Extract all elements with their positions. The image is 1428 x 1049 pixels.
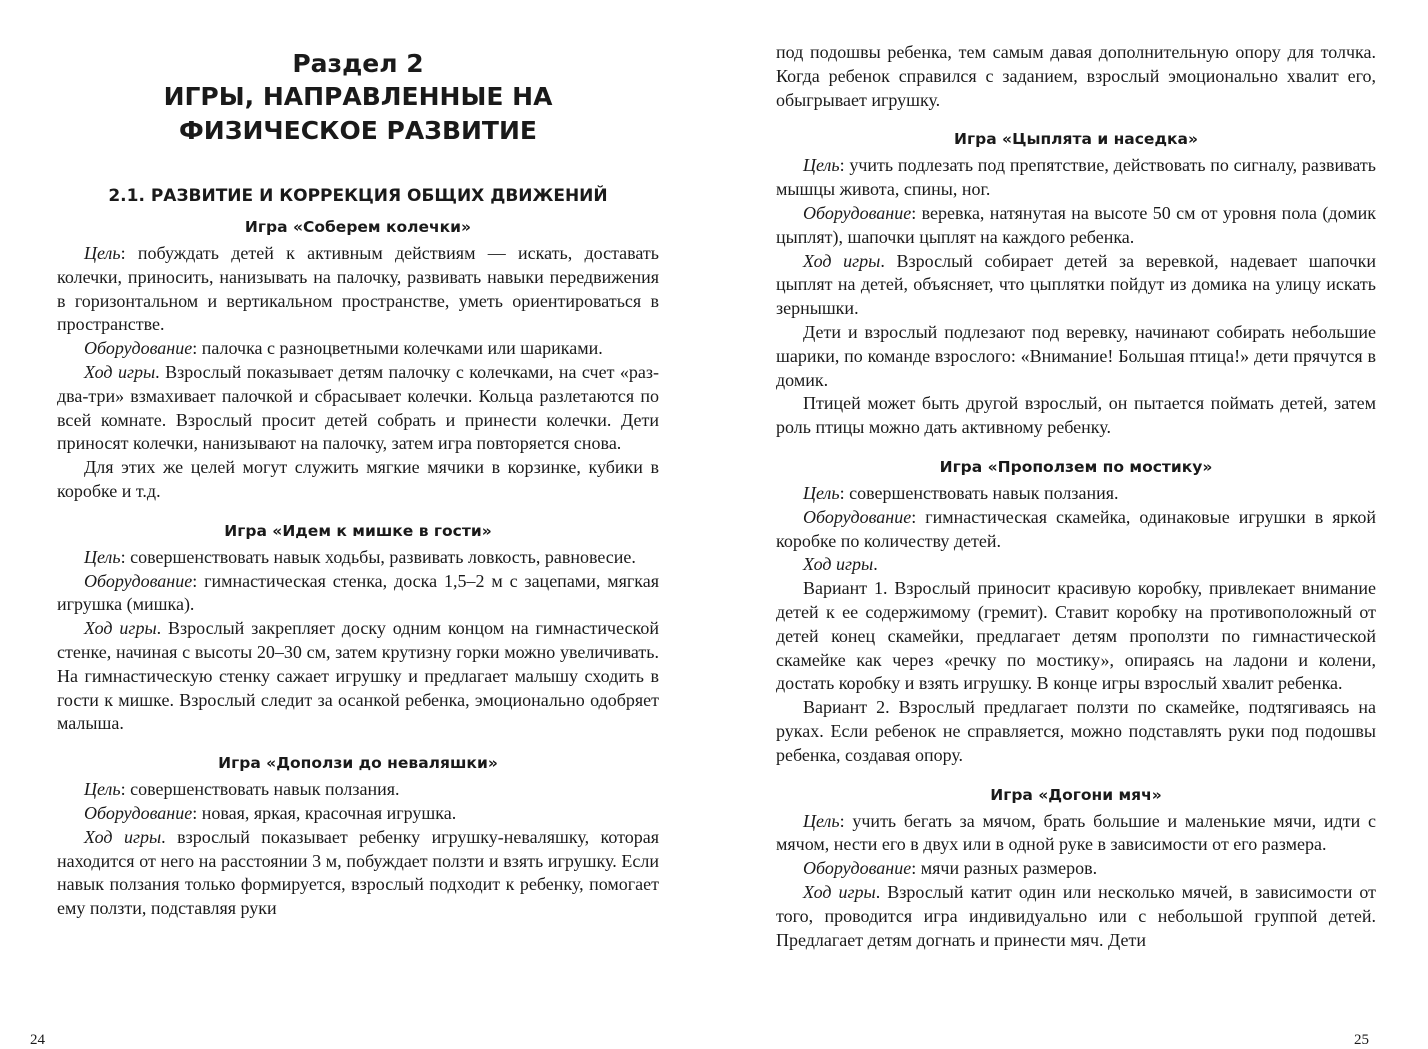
game-title: Игра «Идем к мишке в гости»: [224, 521, 492, 540]
course-text: . Взрослый катит один или несколько мячей, в зависимости от того, проводится игра индивидуально или с небольшой группой детей. Предлагает детям догнать и принести мяч. Дети: [776, 881, 1376, 950]
course-label: Ход игры: [84, 618, 157, 639]
goal-paragraph: [57, 778, 659, 802]
right-page: [776, 41, 1376, 952]
variant-1-paragraph: Вариант 1. Взрослый приносит красивую коробку, привлекает внимание детей к ее содержимому (гремит). Ставит коробку на противоположный от детей конец скамейки, предлагает детям проползти по гимнастической скамейке как через «речку по мостику», опираясь на ладони и колени, достать коробку и взять игрушку. В конце игры взрослый хвалит ребенка.: [776, 578, 1376, 694]
goal-text: : учить подлезать под препятствие, действовать по сигналу, развивать мышцы живота, спины, ног.: [776, 155, 1376, 200]
equipment-text: : новая, яркая, красочная игрушка.: [192, 802, 457, 823]
goal-label: Цель: [803, 482, 840, 503]
goal-label: Цель: [803, 155, 840, 176]
equipment-text: : палочка с разноцветными колечками или шариками.: [192, 338, 603, 359]
equipment-label: Оборудование: [803, 202, 912, 223]
equipment-label: Оборудование: [803, 858, 912, 879]
game-block-5: [776, 456, 1376, 768]
goal-label: Цель: [84, 779, 121, 800]
game-title: Игра «Догони мяч»: [990, 785, 1162, 804]
left-page: [57, 0, 659, 921]
goal-text: : совершенствовать навык ползания.: [120, 779, 400, 800]
course-label: Ход игры: [84, 826, 162, 847]
game-title: Игра «Доползи до неваляшки»: [218, 754, 498, 773]
equipment-text: : гимнастическая скамейка, одинаковые игрушки в яркой коробке по количеству детей.: [776, 506, 1376, 551]
course-text: . Взрослый собирает детей за веревкой, надевает шапочки цыплят на детей, объясняет, что цыплятки пойдут из домика на улицу искать зернышки.: [776, 250, 1376, 319]
course-text: .: [873, 554, 878, 575]
equipment-label: Оборудование: [84, 338, 193, 359]
equipment-text: : мячи разных размеров.: [911, 858, 1098, 879]
variant-2-paragraph: Вариант 2. Взрослый предлагает ползти по скамейке, подтягиваясь на руках. Если ребенок не справляется, можно подставлять руки под подошвы ребенка, создавая опору.: [776, 697, 1376, 765]
course-text: . Взрослый закрепляет доску одним концом на гимнастической стенке, начиная с высоты 20–30 см, затем крутизну горки можно увеличивать. На гимнастическую стенку сажает игрушку и предлагает малышу сходить в гости к мишке. Взрослый следит за осанкой ребенка, эмоционально одобряет малыша.: [57, 618, 659, 734]
goal-paragraph: [776, 154, 1376, 202]
page-number-right: 25: [1354, 1032, 1369, 1048]
game-block-3: [57, 752, 659, 921]
course-paragraph: [776, 881, 1376, 952]
goal-text: : совершенствовать навык ходьбы, развивать ловкость, равновесие.: [120, 546, 636, 567]
game-block-1: [57, 216, 659, 504]
subsection-title: 2.1. РАЗВИТИЕ И КОРРЕКЦИЯ ОБЩИХ ДВИЖЕНИЙ: [108, 186, 608, 206]
equipment-paragraph: [776, 857, 1376, 881]
goal-paragraph: [776, 482, 1376, 506]
course-text: . взрослый показывает ребенку игрушку-неваляшку, которая находится от него на расстоянии 3 м, побуждает ползти и взять игрушку. Если навык ползания только формируется, взрослый подходит к ребенку, помогает ему ползти, подставляя руки: [57, 826, 659, 919]
game-title: Игра «Проползем по мостику»: [939, 457, 1213, 476]
course-paragraph: [776, 553, 1376, 577]
body-paragraph: Птицей может быть другой взрослый, он пытается поймать детей, затем роль птицы можно дать активному ребенку.: [776, 393, 1376, 438]
goal-paragraph: [57, 546, 659, 570]
body-paragraph: Дети и взрослый подлезают под веревку, начинают собирать небольшие шарики, по команде взрослого: «Внимание! Большая птица!» дети прячутся в домик.: [776, 321, 1376, 390]
goal-paragraph: [776, 810, 1376, 858]
course-label: Ход игры: [803, 250, 881, 271]
page-number-left: 24: [30, 1032, 45, 1048]
extra-paragraph: Для этих же целей могут служить мягкие мячики в корзинке, кубики в коробке и т.д.: [57, 457, 659, 501]
section-label: Раздел 2: [292, 49, 424, 78]
game-block-6: [776, 784, 1376, 953]
equipment-text: : гимнастическая стенка, доска 1,5–2 м с зацепами, мягкая игрушка (мишка).: [57, 570, 659, 615]
equipment-label: Оборудование: [84, 802, 193, 823]
course-label: Ход игры: [84, 361, 156, 382]
equipment-text: : веревка, натянутая на высоте 50 см от уровня пола (домик цыплят), шапочки цыплят на каждого ребенка.: [776, 202, 1376, 247]
equipment-paragraph: [57, 802, 659, 826]
course-paragraph: [776, 250, 1376, 321]
game-block-2: [57, 520, 659, 736]
course-paragraph: [57, 826, 659, 921]
section-title: ИГРЫ, НАПРАВЛЕННЫЕ НА ФИЗИЧЕСКОЕ РАЗВИТИЕ: [163, 82, 553, 145]
goal-text: : совершенствовать навык ползания.: [839, 482, 1119, 503]
game-title: Игра «Цыплята и наседка»: [954, 130, 1198, 149]
course-paragraph: [57, 617, 659, 736]
course-label: Ход игры: [803, 554, 874, 575]
goal-label: Цель: [84, 546, 121, 567]
course-text: . Взрослый показывает детям палочку с колечками, на счет «раз-два-три» взмахивает палочкой и сбрасывает колечки. Кольца разлетаются по всей комнате. Взрослый просит детей собрать и принести колечки. Дети приносят колечки, нанизывают на палочку, затем игра повторяется снова.: [57, 361, 660, 454]
goal-text: : побуждать детей к активным действиям — искать, доставать колечки, приносить, нанизывать на палочку, развивать навыки передвижения в горизонтальном и вертикальном пространстве, уметь ориентироваться в пространстве.: [57, 243, 659, 335]
equipment-paragraph: [776, 202, 1376, 250]
equipment-paragraph: [776, 506, 1376, 554]
goal-text: : учить бегать за мячом, брать большие и маленькие мячи, идти с мячом, нести его в двух или в одной руке в зависимости от его размера.: [776, 810, 1376, 855]
course-label: Ход игры: [803, 881, 876, 902]
goal-label: Цель: [84, 243, 121, 263]
continuation-paragraph: под подошвы ребенка, тем самым давая дополнительную опору для толчка. Когда ребенок справился с заданием, взрослый эмоционально хвалит его, обыгрывает игрушку.: [776, 42, 1376, 110]
goal-label: Цель: [803, 810, 840, 831]
goal-paragraph: [57, 242, 659, 337]
course-paragraph: [57, 361, 659, 456]
equipment-label: Оборудование: [803, 506, 912, 527]
game-block-4: [776, 128, 1376, 440]
game-title: Игра «Соберем колечки»: [244, 218, 472, 236]
equipment-paragraph: [57, 570, 659, 618]
equipment-label: Оборудование: [84, 570, 193, 591]
equipment-paragraph: [57, 337, 659, 361]
